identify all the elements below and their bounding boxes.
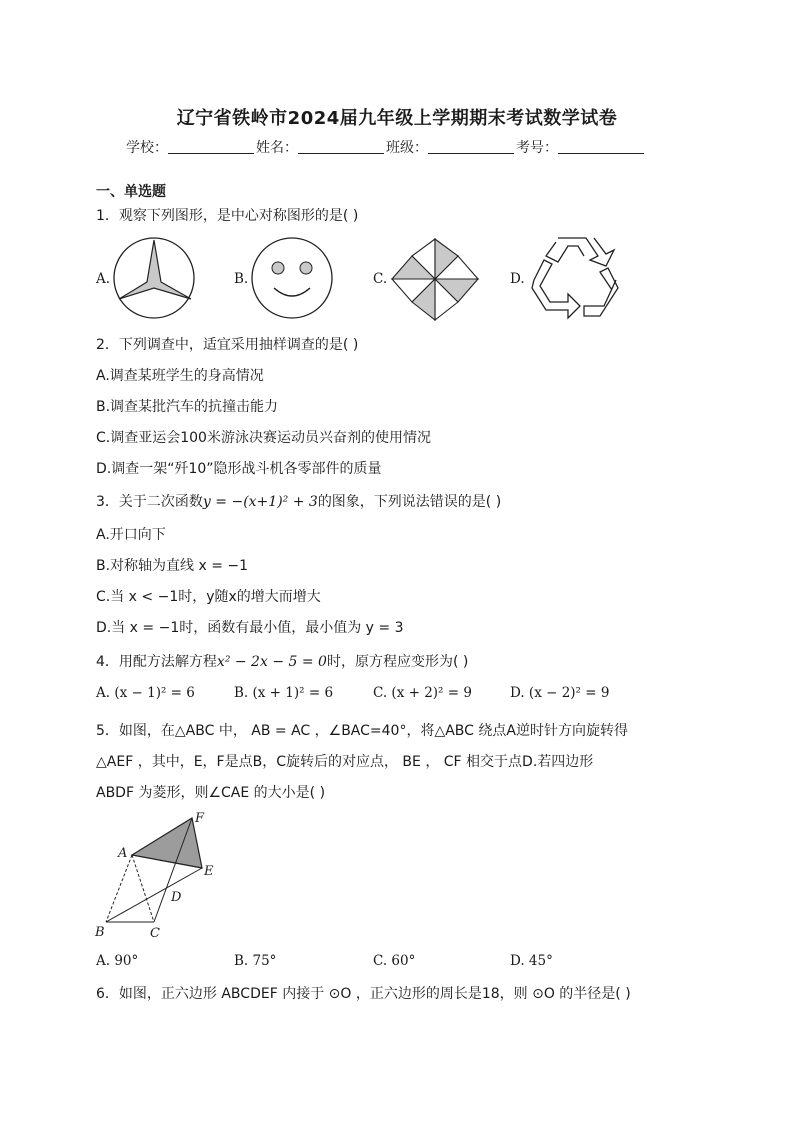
q1-option-b-label: B. bbox=[234, 271, 249, 287]
q1-figure-c bbox=[388, 236, 482, 322]
q3-option-c: C.当 x < −1时，y随x的增大而增大 bbox=[96, 589, 321, 605]
school-blank bbox=[168, 141, 254, 154]
q5-option-a: A. 90° bbox=[96, 953, 139, 969]
q4-option-a: A. (x − 1)² = 6 bbox=[96, 685, 195, 701]
q6-stem: 6．如图，正六边形 ABCDEF 内接于 ⊙O ，正六边形的周长是18，则 ⊙O 的半径是( ) bbox=[96, 986, 631, 1002]
q5-label-f: F bbox=[195, 811, 205, 826]
q5-triangle-aef bbox=[132, 818, 202, 868]
q2-stem: 2．下列调查中，适宜采用抽样调查的是( ) bbox=[96, 337, 359, 353]
q4-formula: x² − 2x − 5 = 0 bbox=[216, 654, 327, 670]
q5-label-e: E bbox=[204, 864, 214, 879]
q5-line-1: 5．如图，在△ABC 中， AB = AC ，∠BAC=40°，将△ABC 绕点A逆时针方向旋转得 bbox=[96, 723, 628, 739]
q5-label-c: C bbox=[150, 926, 160, 941]
q4-stem bbox=[96, 651, 468, 671]
q5-line-2: △AEF ，其中，E，F是点B，C旋转后的对应点， BE ， CF 相交于点D.若四边形 bbox=[96, 754, 594, 770]
q5-line-3: ABDF 为菱形，则∠CAE 的大小是( ) bbox=[96, 785, 326, 801]
q2-option-a: A.调查某班学生的身高情况 bbox=[96, 368, 264, 384]
q2-option-c: C.调查亚运会100米游泳决赛运动员兴奋剂的使用情况 bbox=[96, 430, 431, 446]
q5-label-a: A bbox=[118, 846, 128, 861]
q3-stem bbox=[96, 491, 501, 511]
exam-no-blank bbox=[558, 141, 644, 154]
q5-option-c: C. 60° bbox=[373, 953, 416, 969]
name-blank bbox=[298, 141, 384, 154]
q4-option-c: C. (x + 2)² = 9 bbox=[373, 685, 472, 701]
school-label: 学校： bbox=[126, 140, 168, 156]
q4-stem-pre: 4．用配方法解方程 bbox=[96, 654, 217, 670]
q3-stem-pre: 3．关于二次函数 bbox=[96, 494, 203, 510]
q1-figure-a bbox=[112, 236, 196, 320]
q4-option-d: D. (x − 2)² = 9 bbox=[510, 685, 610, 701]
q3-stem-post: 的图象，下列说法错误的是( ) bbox=[317, 494, 502, 510]
student-info-row bbox=[126, 137, 646, 157]
q5-label-b: B bbox=[95, 925, 105, 940]
class-label: 班级： bbox=[386, 140, 428, 156]
q1-option-c-label: C. bbox=[373, 271, 388, 287]
q3-formula: y = −(x+1)² + 3 bbox=[202, 494, 318, 510]
section-heading: 一、单选题 bbox=[96, 184, 166, 200]
exam-title: 辽宁省铁岭市2024届九年级上学期期末考试数学试卷 bbox=[176, 108, 618, 129]
q1-figure-b bbox=[250, 236, 334, 320]
q1-figure-d bbox=[528, 236, 620, 320]
q1-option-a-label: A. bbox=[96, 271, 111, 287]
q1-stem: 1．观察下列图形，是中心对称图形的是( ) bbox=[96, 208, 359, 224]
q5-option-b: B. 75° bbox=[234, 953, 277, 969]
q2-option-d: D.调查一架“歼10”隐形战斗机各零部件的质量 bbox=[96, 461, 382, 477]
q5-label-d: D bbox=[171, 890, 182, 905]
name-label: 姓名： bbox=[256, 140, 298, 156]
q3-option-d: D.当 x = −1时，函数有最小值，最小值为 y = 3 bbox=[96, 620, 404, 636]
q3-option-b: B.对称轴为直线 x = −1 bbox=[96, 558, 249, 574]
class-blank bbox=[428, 141, 514, 154]
q3-option-a: A.开口向下 bbox=[96, 527, 166, 543]
exam-no-label: 考号： bbox=[516, 140, 558, 156]
q2-option-b: B.调查某批汽车的抗撞击能力 bbox=[96, 399, 279, 415]
q5-figure bbox=[92, 810, 232, 945]
q5-option-d: D. 45° bbox=[510, 953, 553, 969]
q1-option-d-label: D. bbox=[510, 271, 525, 287]
q4-stem-post: 时，原方程应变形为( ) bbox=[326, 654, 469, 670]
q4-option-b: B. (x + 1)² = 6 bbox=[234, 685, 334, 701]
